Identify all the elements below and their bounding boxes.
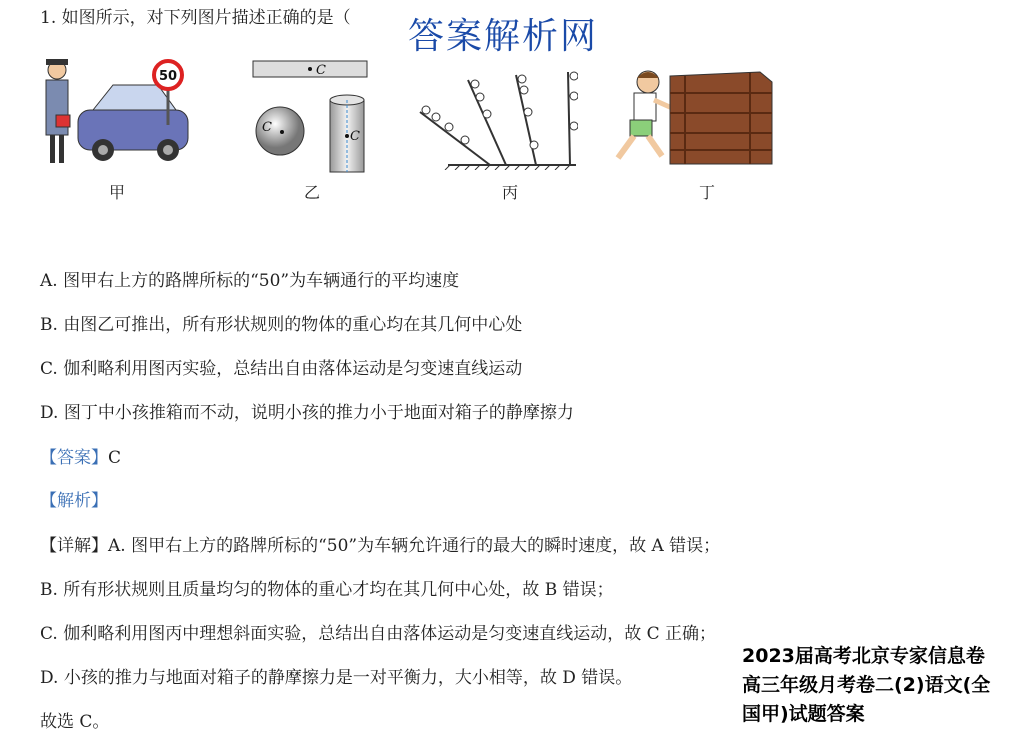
figure-label-ding: 丁 bbox=[699, 183, 716, 202]
figure-jia bbox=[38, 55, 198, 175]
figure-ding bbox=[610, 68, 775, 168]
figure-yi bbox=[248, 58, 373, 176]
promo-line: 高三年级月考卷二(2)语文(全 bbox=[742, 674, 991, 696]
watermark: 答案解析网 bbox=[408, 16, 599, 57]
option-a: A. 图甲右上方的路牌所标的“50”为车辆通行的平均速度 bbox=[40, 271, 460, 291]
detail-tag: 【详解】 bbox=[40, 536, 108, 556]
option-c: C. 伽利略利用图丙实验，总结出自由落体运动是匀变速直线运动 bbox=[40, 359, 523, 379]
svg-text:C: C bbox=[316, 63, 326, 78]
answer-tag: 【答案】 bbox=[40, 448, 108, 468]
analysis-line-d: D. 小孩的推力与地面对箱子的静摩擦力是一对平衡力，大小相等，故 D 错误。 bbox=[40, 668, 633, 688]
figure-bing bbox=[418, 70, 578, 170]
figure-label-yi: 乙 bbox=[304, 183, 321, 202]
figure-label-bing: 丙 bbox=[502, 183, 519, 202]
answer-value: C bbox=[108, 448, 122, 468]
analysis-conclusion: 故选 C。 bbox=[40, 712, 110, 732]
analysis-line-a: 【详解】A. 图甲右上方的路牌所标的“50”为车辆允许通行的最大的瞬时速度，故 A 错误； bbox=[40, 536, 721, 556]
promo-line: 国甲)试题答案 bbox=[742, 703, 865, 725]
crate-illustration bbox=[670, 72, 772, 164]
analysis-line-c: C. 伽利略利用图丙中理想斜面实验，总结出自由落体运动是匀变速直线运动，故 C 正确； bbox=[40, 624, 717, 644]
child-illustration bbox=[618, 71, 672, 158]
svg-text:C: C bbox=[262, 120, 272, 135]
promo-overlay[interactable] bbox=[738, 640, 994, 731]
question-stem: 1. 如图所示，对下列图片描述正确的是（ bbox=[40, 8, 351, 28]
option-d: D. 图丁中小孩推箱而不动，说明小孩的推力小于地面对箱子的静摩擦力 bbox=[40, 403, 574, 423]
svg-text:C: C bbox=[350, 129, 360, 144]
speed-sign-number: 50 bbox=[158, 69, 178, 84]
promo-line: 2023届高考北京专家信息卷 bbox=[742, 645, 985, 667]
option-b: B. 由图乙可推出，所有形状规则的物体的重心均在其几何中心处 bbox=[40, 315, 523, 335]
analysis-tag: 【解析】 bbox=[40, 491, 108, 511]
answer-line bbox=[40, 448, 121, 468]
figure-label-jia: 甲 bbox=[109, 183, 126, 202]
analysis-line-b: B. 所有形状规则且质量均匀的物体的重心才均在其几何中心处，故 B 错误； bbox=[40, 580, 614, 600]
